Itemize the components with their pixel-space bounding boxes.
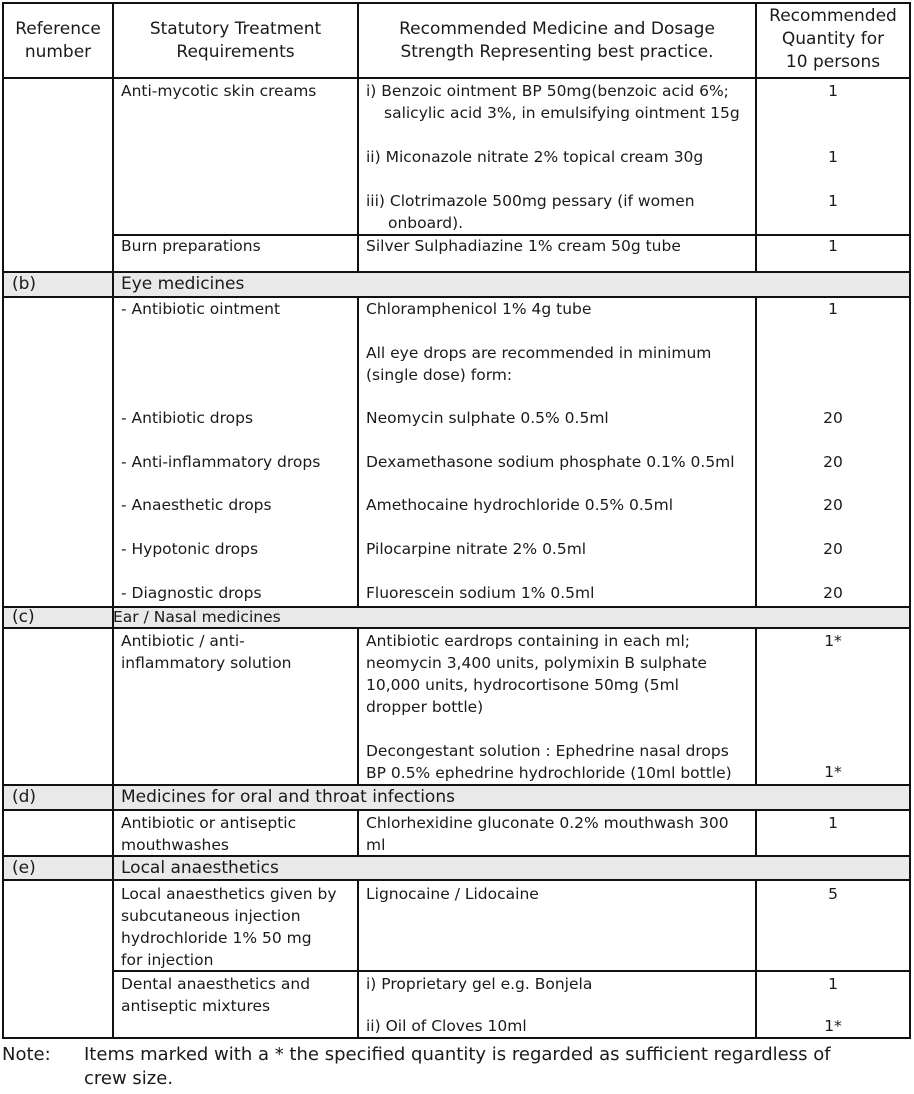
grid-line	[2, 809, 911, 811]
medicine-line: onboard).	[388, 214, 464, 232]
medicine-miconazole: ii) Miconazole nitrate 2% topical cream 30g	[366, 148, 704, 166]
medicine-line: Decongestant solution : Ephedrine nasal drops	[366, 742, 729, 760]
header-recommended-medicine	[359, 18, 755, 64]
medicine-clotrimazole	[366, 190, 695, 234]
grid-line	[2, 1037, 911, 1039]
requirement-local-anaesthetics	[121, 883, 337, 971]
requirement-burn: Burn preparations	[121, 237, 261, 255]
grid-line	[357, 880, 359, 1038]
grid-line	[2, 77, 911, 79]
qty-chlorhexidine: 1	[828, 814, 838, 832]
grid-line	[357, 810, 359, 856]
qty-oil-of-cloves: 1*	[824, 1017, 842, 1035]
qty-bonjela: 1	[828, 975, 838, 993]
medicine-pilocarpine: Pilocarpine nitrate 2% 0.5ml	[366, 540, 587, 558]
requirement-mouthwashes	[121, 812, 296, 856]
medicine-chlorhexidine	[366, 812, 729, 856]
qty-decongestant: 1*	[824, 763, 842, 781]
qty-eardrops: 1*	[824, 632, 842, 650]
requirement-antibiotic-anti-inflammatory	[121, 630, 292, 674]
medicine-line: dropper bottle)	[366, 698, 484, 716]
medicine-silver-sulphadiazine: Silver Sulphadiazine 1% cream 50g tube	[366, 237, 681, 255]
medicine-amethocaine: Amethocaine hydrochloride 0.5% 0.5ml	[366, 496, 674, 514]
section-c-title: Ear / Nasal medicines	[113, 608, 281, 626]
header-line: Statutory Treatment	[149, 19, 322, 39]
section-b-title: Eye medicines	[121, 274, 245, 294]
note-line: (single dose) form:	[366, 366, 513, 384]
eye-drops-note	[366, 342, 711, 386]
header-line: number	[24, 42, 92, 62]
medicine-line: Antibiotic eardrops containing in each ml;	[366, 632, 691, 650]
medicine-line: i) Benzoic ointment BP 50mg(benzoic acid 6%;	[366, 82, 729, 100]
requirement-line: for injection	[121, 951, 214, 969]
requirement-hypotonic-drops: - Hypotonic drops	[121, 540, 259, 558]
grid-line	[357, 628, 359, 785]
footnote-line: Items marked with a * the specified quantity is regarded as sufficient regardless of	[84, 1044, 831, 1065]
qty-dexamethasone: 20	[823, 453, 843, 471]
qty-chloramphenicol: 1	[828, 300, 838, 318]
medicine-oil-of-cloves: ii) Oil of Cloves 10ml	[366, 1017, 527, 1035]
note-line: All eye drops are recommended in minimum	[366, 344, 712, 362]
section-d-title: Medicines for oral and throat infections	[121, 787, 455, 807]
medicine-line: neomycin 3,400 units, polymixin B sulphate	[366, 654, 707, 672]
grid-line	[357, 297, 359, 607]
medicine-line: BP 0.5% ephedrine hydrochloride (10ml bottle)	[366, 764, 732, 782]
qty-clotrimazole: 1	[828, 192, 838, 210]
requirement-line: subcutaneous injection	[121, 907, 301, 925]
medicine-antibiotic-eardrops	[366, 630, 707, 718]
header-line: Reference	[15, 19, 101, 39]
header-line: Strength Representing best practice.	[400, 42, 714, 62]
requirement-anaesthetic-drops: - Anaesthetic drops	[121, 496, 272, 514]
medicine-chloramphenicol: Chloramphenicol 1% 4g tube	[366, 300, 592, 318]
qty-lignocaine: 5	[828, 885, 838, 903]
section-e-ref: (e)	[12, 858, 36, 878]
medicine-benzoic	[366, 80, 740, 124]
requirement-antimycotic: Anti-mycotic skin creams	[121, 82, 317, 100]
requirement-antibiotic-drops: - Antibiotic drops	[121, 409, 254, 427]
grid-line	[2, 2, 4, 1038]
medicine-lignocaine: Lignocaine / Lidocaine	[366, 885, 539, 903]
medicine-neomycin: Neomycin sulphate 0.5% 0.5ml	[366, 409, 609, 427]
requirement-line: Antibiotic or antiseptic	[121, 814, 297, 832]
header-reference-number	[4, 18, 112, 64]
medicine-dexamethasone: Dexamethasone sodium phosphate 0.1% 0.5ml	[366, 453, 735, 471]
header-line: Recommended	[769, 6, 897, 26]
footnote-text	[84, 1043, 831, 1091]
section-b-ref: (b)	[12, 274, 37, 294]
requirement-anti-inflammatory-drops: - Anti-inflammatory drops	[121, 453, 321, 471]
header-line: Quantity for	[781, 29, 885, 49]
medicine-line: salicylic acid 3%, in emulsifying ointment 15g	[384, 104, 740, 122]
qty-pilocarpine: 20	[823, 540, 843, 558]
requirement-line: Local anaesthetics given by	[121, 885, 337, 903]
section-c-ref: (c)	[12, 607, 35, 627]
header-line: Requirements	[176, 42, 295, 62]
footnote-line: crew size.	[84, 1068, 174, 1089]
medicine-line: ml	[366, 836, 386, 854]
medicine-fluorescein: Fluorescein sodium 1% 0.5ml	[366, 584, 595, 602]
medicine-decongestant	[366, 740, 732, 784]
qty-benzoic: 1	[828, 82, 838, 100]
requirement-diagnostic-drops: - Diagnostic drops	[121, 584, 262, 602]
medicine-line: Chlorhexidine gluconate 0.2% mouthwash 300	[366, 814, 729, 832]
section-e-title: Local anaesthetics	[121, 858, 279, 878]
requirement-antibiotic-ointment: - Antibiotic ointment	[121, 300, 281, 318]
grid-line	[112, 2, 114, 1038]
header-line: Recommended Medicine and Dosage	[399, 19, 715, 39]
requirement-line: hydrochloride 1% 50 mg	[121, 929, 312, 947]
header-recommended-quantity	[757, 5, 909, 74]
requirement-line: inflammatory solution	[121, 654, 292, 672]
requirement-dental	[121, 973, 310, 1017]
medicine-bonjela: i) Proprietary gel e.g. Bonjela	[366, 975, 593, 993]
qty-miconazole: 1	[828, 148, 838, 166]
qty-burn: 1	[828, 237, 838, 255]
qty-fluorescein: 20	[823, 584, 843, 602]
requirement-line: mouthwashes	[121, 836, 229, 854]
qty-neomycin: 20	[823, 409, 843, 427]
header-line: 10 persons	[785, 52, 881, 72]
requirement-line: Antibiotic / anti-	[121, 632, 245, 650]
grid-line	[2, 2, 911, 4]
requirement-line: antiseptic mixtures	[121, 997, 271, 1015]
medicine-line: 10,000 units, hydrocortisone 50mg (5ml	[366, 676, 679, 694]
grid-line	[2, 879, 911, 881]
grid-line	[909, 2, 911, 1038]
footnote-label: Note:	[2, 1044, 51, 1065]
header-statutory-requirements	[114, 18, 357, 64]
section-d-ref: (d)	[12, 787, 37, 807]
qty-amethocaine: 20	[823, 496, 843, 514]
medicine-line: iii) Clotrimazole 500mg pessary (if women	[366, 192, 695, 210]
requirement-line: Dental anaesthetics and	[121, 975, 311, 993]
